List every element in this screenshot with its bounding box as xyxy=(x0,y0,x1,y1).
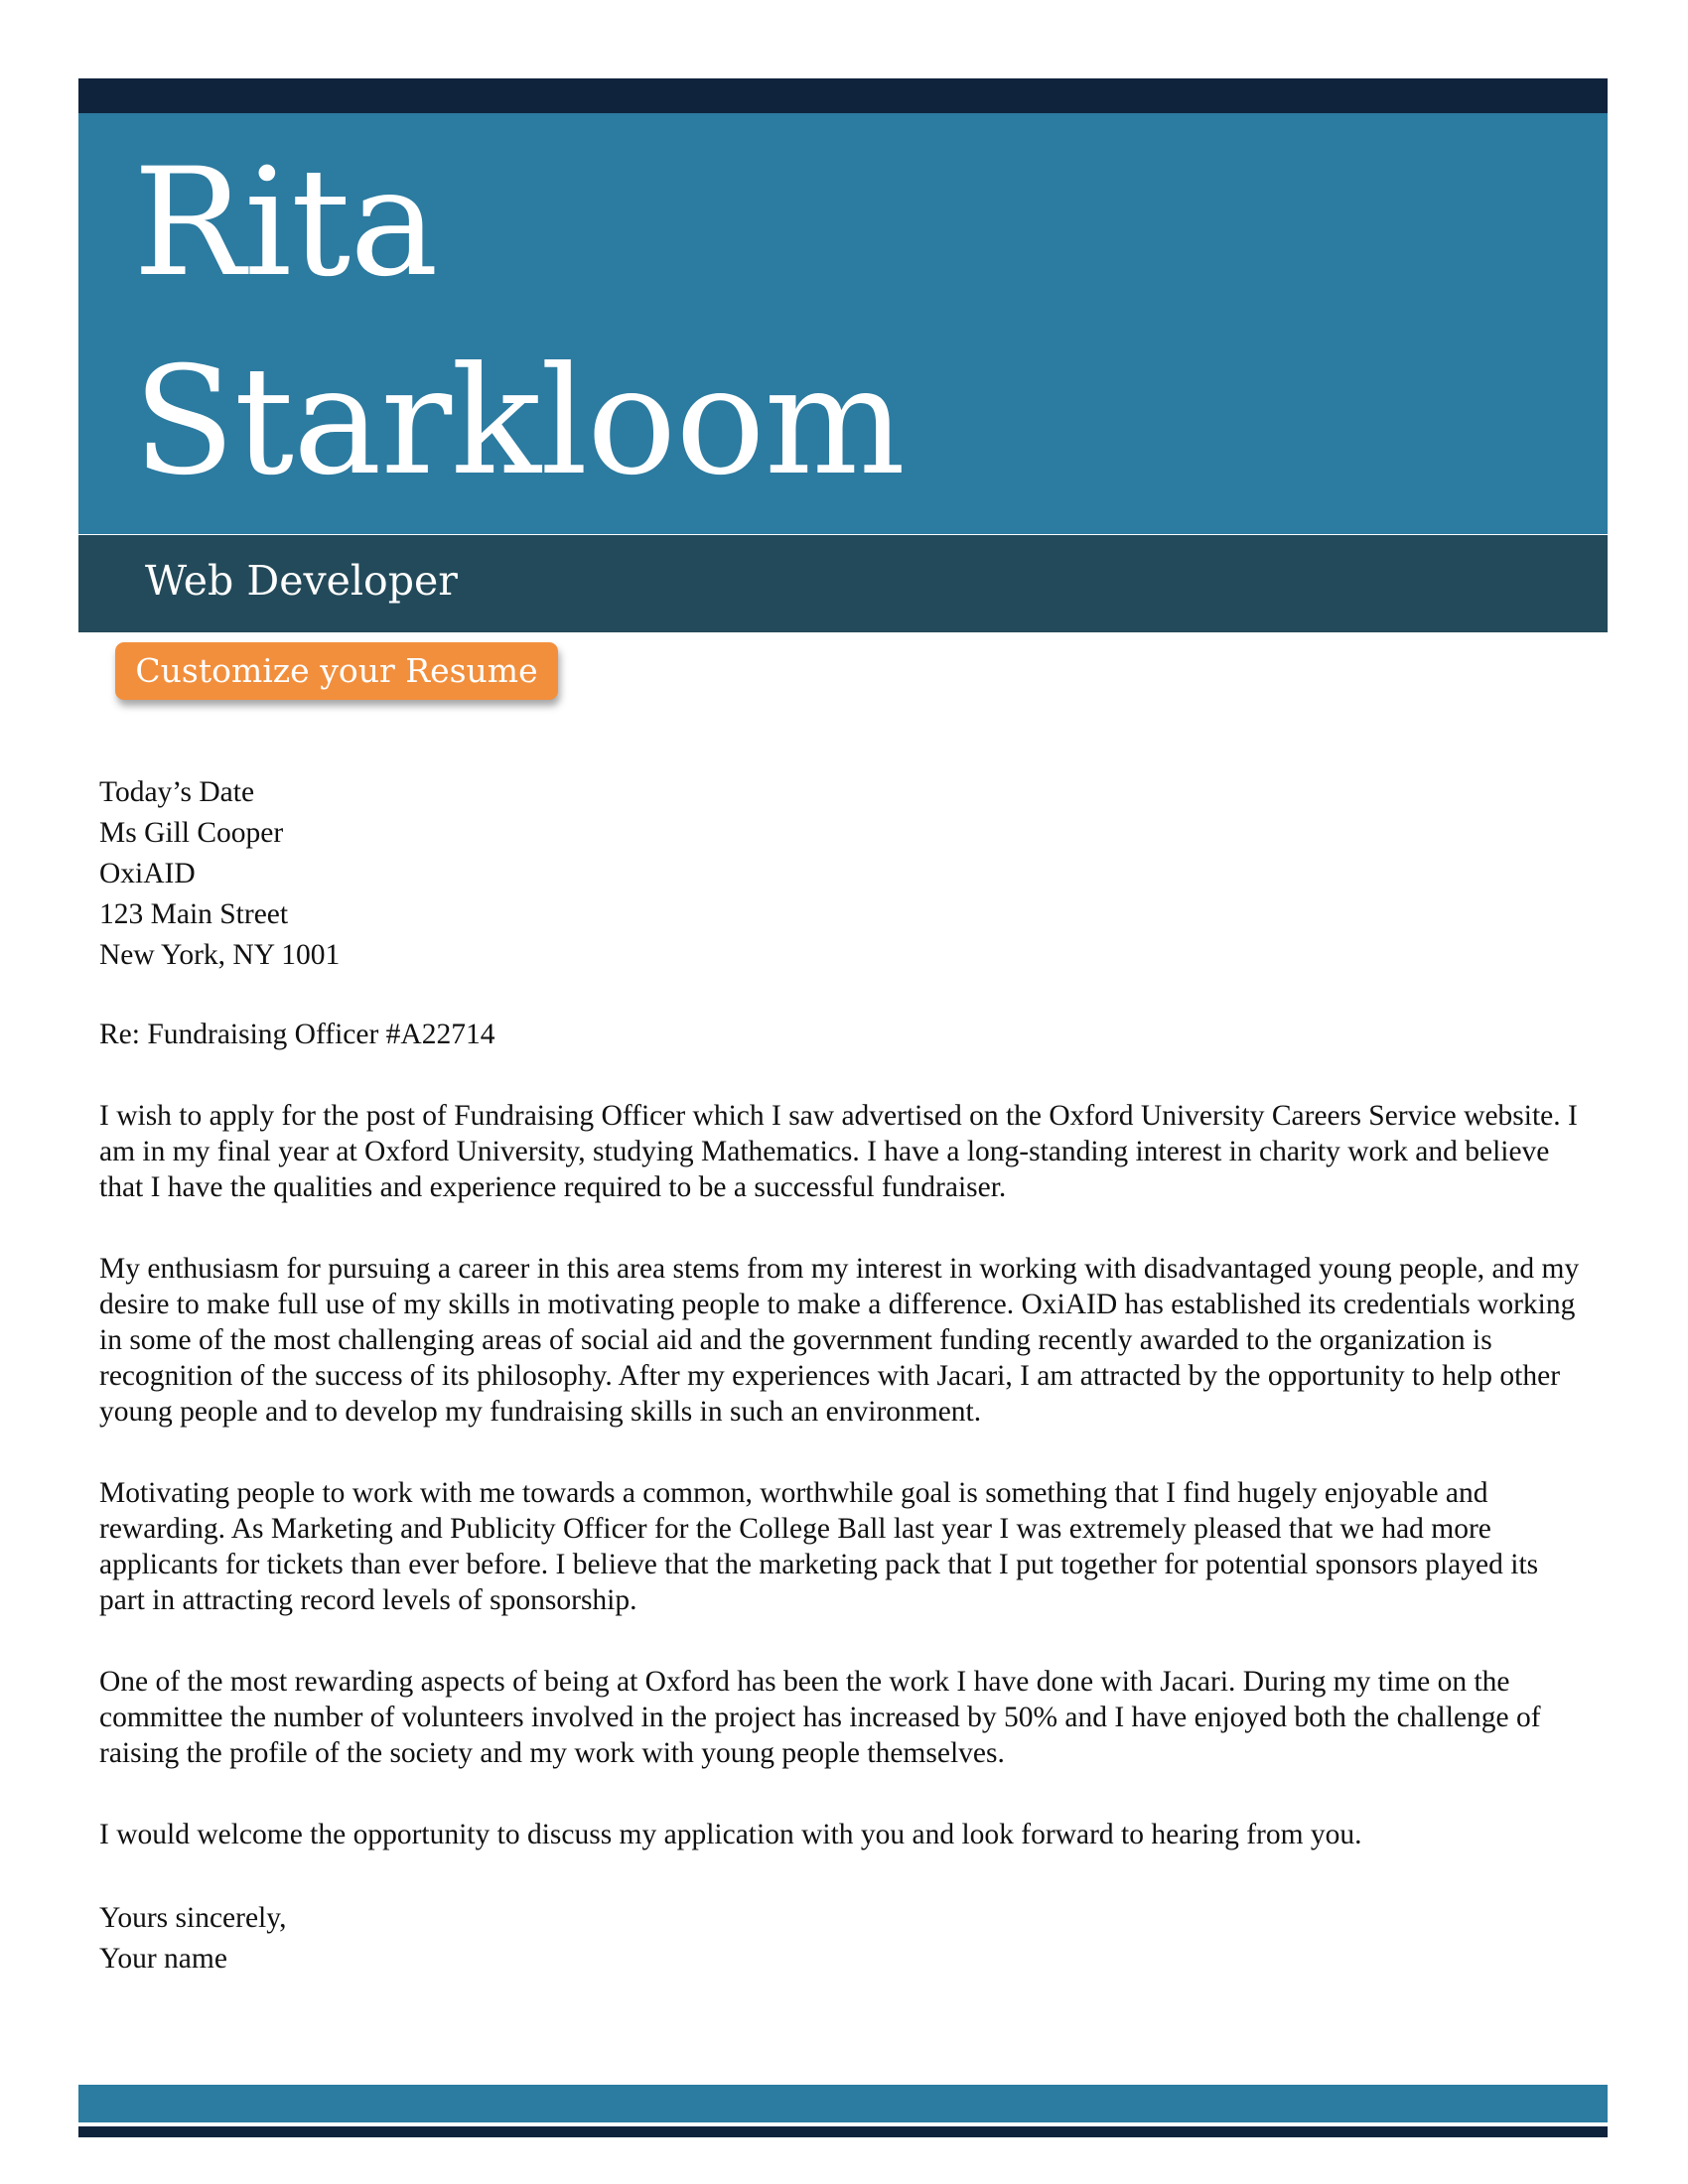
first-name: Rita xyxy=(133,137,438,310)
letter-date: Today’s Date xyxy=(99,776,255,808)
footer-band xyxy=(78,2085,1608,2122)
letter-closing xyxy=(99,1898,1589,1979)
recipient-address xyxy=(99,772,1589,976)
job-title-band xyxy=(78,535,1608,632)
letter-paragraph-5: I would welcome the opportunity to discuss my application with you and look forward to hearing from you. xyxy=(99,1819,1362,1850)
letter-paragraph-1: I wish to apply for the post of Fundraising Officer which I saw advertised on the Oxford University Careers Service website. I am in my final year at Oxford University, studying Mathematics. I have a long-standing interest in charity work and believe that I have the qualities and experience required to be a successful fundraiser. xyxy=(99,1100,1578,1203)
letter-paragraph-4: One of the most rewarding aspects of being at Oxford has been the work I have done with Jacari. During my time on the committee the number of volunteers involved in the project has increased by 50% and I have enjoyed both the challenge of raising the profile of the society and my work with young people themselves. xyxy=(99,1666,1541,1769)
name-header xyxy=(78,113,1608,534)
footer-bar xyxy=(78,2126,1608,2137)
job-title: Web Developer xyxy=(145,557,458,605)
header-top-bar xyxy=(78,78,1608,113)
letter-subject: Re: Fundraising Officer #A22714 xyxy=(99,1019,495,1050)
recipient-company: OxiAID xyxy=(99,858,196,889)
last-name: Starkloom xyxy=(133,336,905,508)
customize-resume-button[interactable]: Customize your Resume xyxy=(115,642,558,700)
recipient-city: New York, NY 1001 xyxy=(99,939,341,971)
recipient-name: Ms Gill Cooper xyxy=(99,817,284,849)
signature-name: Your name xyxy=(99,1943,227,1975)
recipient-street: 123 Main Street xyxy=(99,898,289,930)
closing-salutation: Yours sincerely, xyxy=(99,1902,287,1934)
letter-paragraph-3: Motivating people to work with me towards a common, worthwhile goal is something that I find hugely enjoyable and rewarding. As Marketing and Publicity Officer for the College Ball last year I was extremely pleased that we had more applicants for tickets than ever before. I believe that the marketing pack that I put together for potential sponsors played its part in attracting record levels of sponsorship. xyxy=(99,1477,1539,1616)
cover-letter-body xyxy=(99,772,1589,1979)
letter-paragraph-2: My enthusiasm for pursuing a career in this area stems from my interest in working with disadvantaged young people, and my desire to make full use of my skills in motivating people to make a difference. OxiAID has established its credentials working in some of the most challenging areas of social aid and the government funding recently awarded to the organization is recognition of the success of its philosophy. After my experiences with Jacari, I am attracted by the opportunity to help other young people and to develop my fundraising skills in such an environment. xyxy=(99,1253,1580,1428)
